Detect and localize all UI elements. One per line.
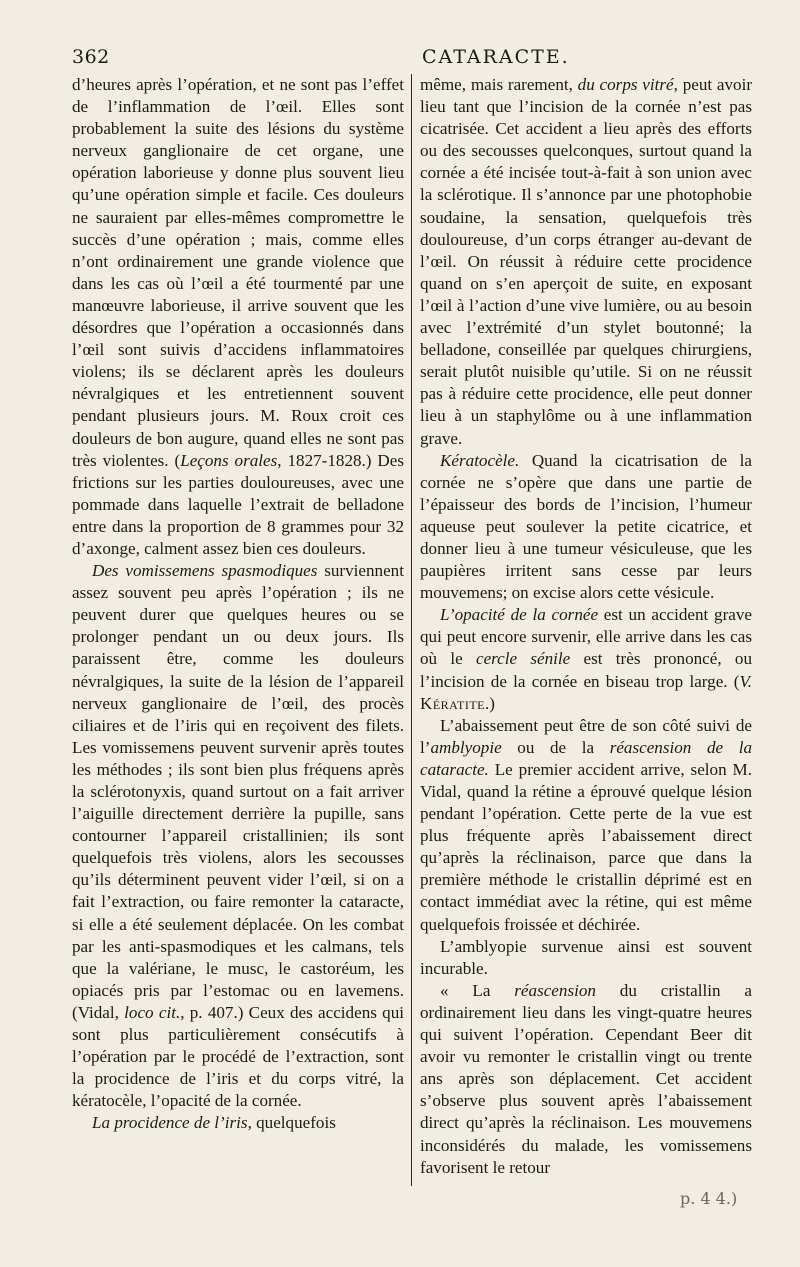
right-column <box>420 74 752 1179</box>
bleed-through-mark: p. 4 4.) <box>680 1189 738 1208</box>
column-divider <box>411 74 412 1186</box>
page-header <box>72 46 752 72</box>
paragraph: « La réascension du cristallin a ordinairement lieu dans les vingt-quatre heures qui suivent l’opération. Cependant Beer dit avoir vu remonter le cristallin vingt ou trente ans après son déplacement. Cet accident s’observe plus souvent après l’abaissement direct qu’après la réclinaison. Les mouvemens inconsidérés du malade, les vomissemens favorisent le retour <box>420 980 752 1177</box>
paragraph: Kératocèle. Quand la cicatrisation de la cornée ne s’opère que dans une partie de l’épaisseur des bords de l’incision, l’humeur aqueuse peut soulever la petite cicatrice, et donner lieu à une tumeur vésiculeuse, que les paupières irritent sans cesse par leurs mouvemens; on excise alors cette vésicule. <box>420 450 752 603</box>
paragraph: même, mais rarement, du corps vitré, peut avoir lieu tant que l’incision de la cornée n’est pas cicatrisée. Cet accident a lieu après des efforts ou des secousses quelconques, surtout quand la cornée a été incisée tout-à-fait à son union avec la sclérotique. Il s’annonce par une photophobie soudaine, la sensation, quelquefois très douloureuse, d’un corps étranger au-devant de l’œil. On réussit à réduire cette procidence quand on s’en aperçoit de suite, en exposant l’œil à l’action d’une vive lumière, ou au besoin avec l’extrémité d’un stylet boutonné; la belladone, conseillée par quelques chirurgiens, serait plutôt nuisible qu’utile. Si on ne réussit pas à réduire cette procidence, elle peut donner lieu à un staphylôme ou à une inflammation grave. <box>420 75 753 448</box>
page-number: 362 <box>72 46 110 68</box>
paragraph: Des vomissemens spasmodiques surviennent assez souvent peu après l’opération ; ils ne peuvent durer que quelques heures ou se prolonger pendant un ou deux jours. Ils paraissent être, comme les douleurs névralgiques, la suite de la lésion de l’appareil nerveux ganglionaire de l’œil, des procès ciliaires et de l’iris qui en reçoivent des filets. Les vomissemens peuvent survenir après toutes les méthodes ; ils sont bien plus fréquens après la sclérotonyxis, quand surtout on a fait arriver l’aiguille directement derrière la pupille, sans contourner l’appareil cristallinien; ils sont quelquefois très violens, alors les secousses qu’ils déterminent peuvent vider l’œil, si on a fait l’extraction, ou faire remonter la cataracte, si elle a été seulement déplacée. On les combat par les anti-spasmodiques et les calmans, tels que la valériane, le musc, le castoréum, les opiacés pris par l’estomac ou en lavemens. (Vidal, loco cit., p. 407.) Ceux des accidens qui sont plus particulièrement consécutifs à l’opération par le procédé de l’extraction, sont la procidence de l’iris et du corps vitré, la kératocèle, l’opacité de la cornée. <box>72 561 404 1111</box>
paragraph: L’abaissement peut être de son côté suivi de l’amblyopie ou de la réascension de la cataracte. Le premier accident arrive, selon M. Vidal, quand la rétine a éprouvé quelque lésion pendant l’opération. Cette perte de la vue est plus fréquente après l’abaissement direct qu’après la réclinaison, parce que dans la première méthode le cristallin déprimé est en contact immédiat avec la rétine, qui est même quelquefois froissée et déchirée. <box>420 715 752 934</box>
paragraph: La procidence de l’iris, quelquefois <box>92 1113 336 1133</box>
paragraph: L’opacité de la cornée est un accident grave qui peut encore survenir, elle arrive dans les cas où le cercle sénile est très prononcé, ou l’incision de la cornée en biseau trop large. (V. Kératite.) <box>420 605 752 713</box>
paragraph: d’heures après l’opération, et ne sont pas l’effet de l’inflammation de l’œil. Elles sont probablement la suite des lésions du système nerveux ganglionaire de cet organe, une opération laborieuse y donne plus souvent lieu qu’une opération simple et facile. Ces douleurs ne sauraient par elles-mêmes compromettre le succès d’une opération ; mais, comme elles n’ont ordinairement une grande violence que dans les cas où l’œil a été tourmenté par une manœuvre laborieuse, il arrive souvent que les désordres que l’opération a occasionnés dans l’œil sont suivis d’accidens inflammatoires violens; ils se déclarent après les douleurs névralgiques et les entretiennent souvent pendant plusieurs jours. M. Roux croit ces douleurs de bon augure, quand elles ne sont pas très violentes. (Leçons orales, 1827-1828.) Des frictions sur les parties douloureuses, avec une pommade dans laquelle l’extrait de belladone entre dans la proportion de 8 grammes pour 32 d’axonge, calment assez bien ces douleurs. <box>72 75 404 558</box>
paragraph: L’amblyopie survenue ainsi est souvent incurable. <box>420 936 752 978</box>
left-column <box>72 74 404 1135</box>
running-title: CATARACTE. <box>422 46 570 68</box>
